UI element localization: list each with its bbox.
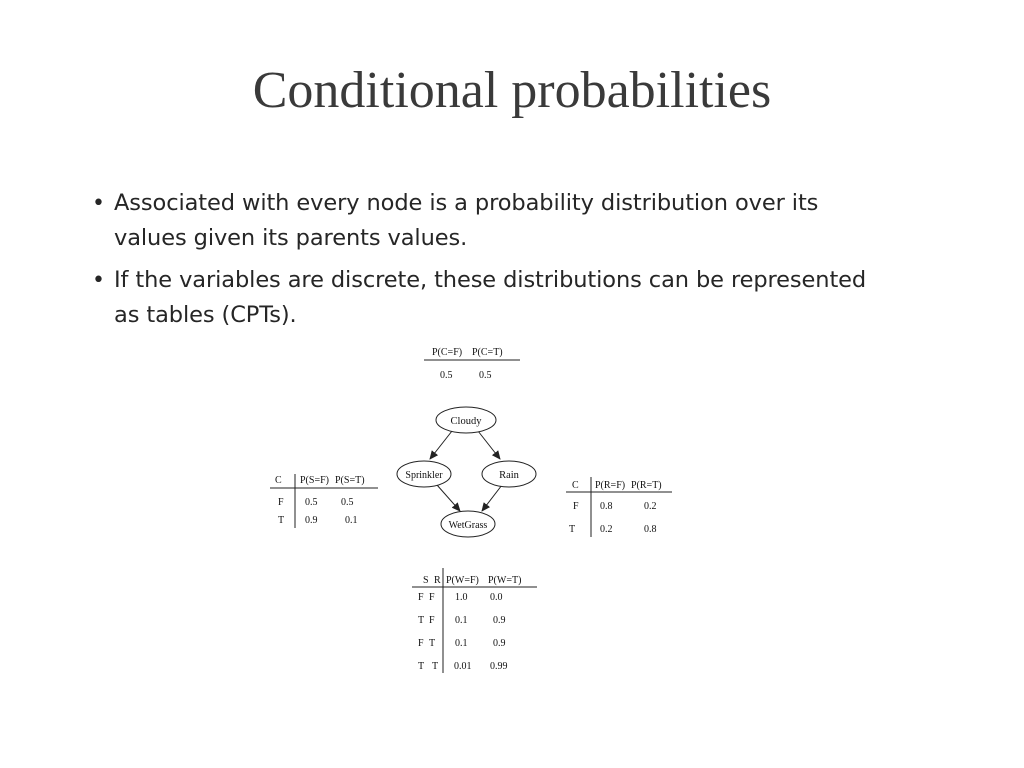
cpt-parent-value: T: [569, 524, 576, 535]
bullet-dot-icon: •: [92, 191, 105, 216]
bullet-text: Associated with every node is a probability distribution over its values given its parents values.: [114, 190, 819, 251]
cpt-value: 0.5: [479, 370, 492, 381]
edge-cloudy-rain: [478, 431, 500, 459]
cpt-parent-value: T: [418, 615, 425, 626]
cpt-value: 0.8: [644, 524, 657, 535]
cpt-wetgrass-table: [412, 568, 537, 673]
bullet-text: If the variables are discrete, these distributions can be represented as tables (CPTs).: [114, 267, 867, 328]
bullet-dot-icon: •: [92, 268, 105, 293]
cpt-value: 1.0: [455, 592, 468, 603]
cpt-parent-value: T: [432, 661, 439, 672]
cpt-parent-value: F: [418, 592, 424, 603]
cpt-value: 0.1: [345, 515, 358, 526]
cpt-parent-value: F: [573, 501, 579, 512]
cpt-parent-header: R: [434, 575, 441, 586]
cpt-value: 0.9: [493, 615, 506, 626]
cpt-value: 0.8: [600, 501, 613, 512]
network-node-sprinkler: [397, 461, 451, 487]
cpt-value: 0.5: [341, 497, 354, 508]
cpt-sprinkler-table: [270, 474, 378, 528]
cpt-value: 0.9: [305, 515, 318, 526]
cpt-value: 0.5: [440, 370, 453, 381]
cpt-parent-header: C: [572, 480, 579, 491]
cpt-parent-value: F: [278, 497, 284, 508]
node-label: Sprinkler: [405, 470, 443, 481]
cpt-header: P(C=T): [472, 347, 503, 358]
cpt-value: 0.1: [455, 615, 468, 626]
network-node-cloudy: [436, 407, 496, 433]
edge-cloudy-sprinkler: [430, 431, 452, 459]
cpt-value: 0.0: [490, 592, 503, 603]
network-node-rain: [482, 461, 536, 487]
edge-sprinkler-wetgrass: [437, 485, 460, 511]
cpt-header: P(R=T): [631, 480, 662, 491]
cpt-value: 0.5: [305, 497, 318, 508]
cpt-parent-value: F: [418, 638, 424, 649]
cpt-header: P(S=T): [335, 475, 365, 486]
cpt-header: P(W=T): [488, 575, 522, 586]
cpt-value: 0.9: [493, 638, 506, 649]
cpt-header: P(S=F): [300, 475, 329, 486]
cpt-parent-value: T: [278, 515, 285, 526]
cpt-value: 0.1: [455, 638, 468, 649]
cpt-parent-value: F: [429, 592, 435, 603]
cpt-parent-value: T: [429, 638, 436, 649]
cpt-value: 0.2: [644, 501, 657, 512]
cpt-parent-header: C: [275, 475, 282, 486]
cpt-rain-table: [566, 477, 672, 537]
cpt-value: 0.01: [454, 661, 472, 672]
network-node-wetgrass: [441, 511, 495, 537]
slide-title: Conditional probabilities: [252, 62, 772, 119]
cpt-value: 0.99: [490, 661, 508, 672]
cpt-header: P(R=F): [595, 480, 626, 491]
cpt-header: P(W=F): [446, 575, 479, 586]
node-label: Cloudy: [450, 416, 482, 427]
node-label: WetGrass: [448, 520, 488, 531]
cpt-parent-header: S: [423, 575, 429, 586]
cpt-value: 0.2: [600, 524, 613, 535]
cpt-parent-value: T: [418, 661, 425, 672]
edge-rain-wetgrass: [482, 485, 502, 511]
cpt-header: P(C=F): [432, 347, 463, 358]
cpt-cloudy-table: [424, 347, 520, 381]
cpt-parent-value: F: [429, 615, 435, 626]
node-label: Rain: [499, 470, 519, 481]
